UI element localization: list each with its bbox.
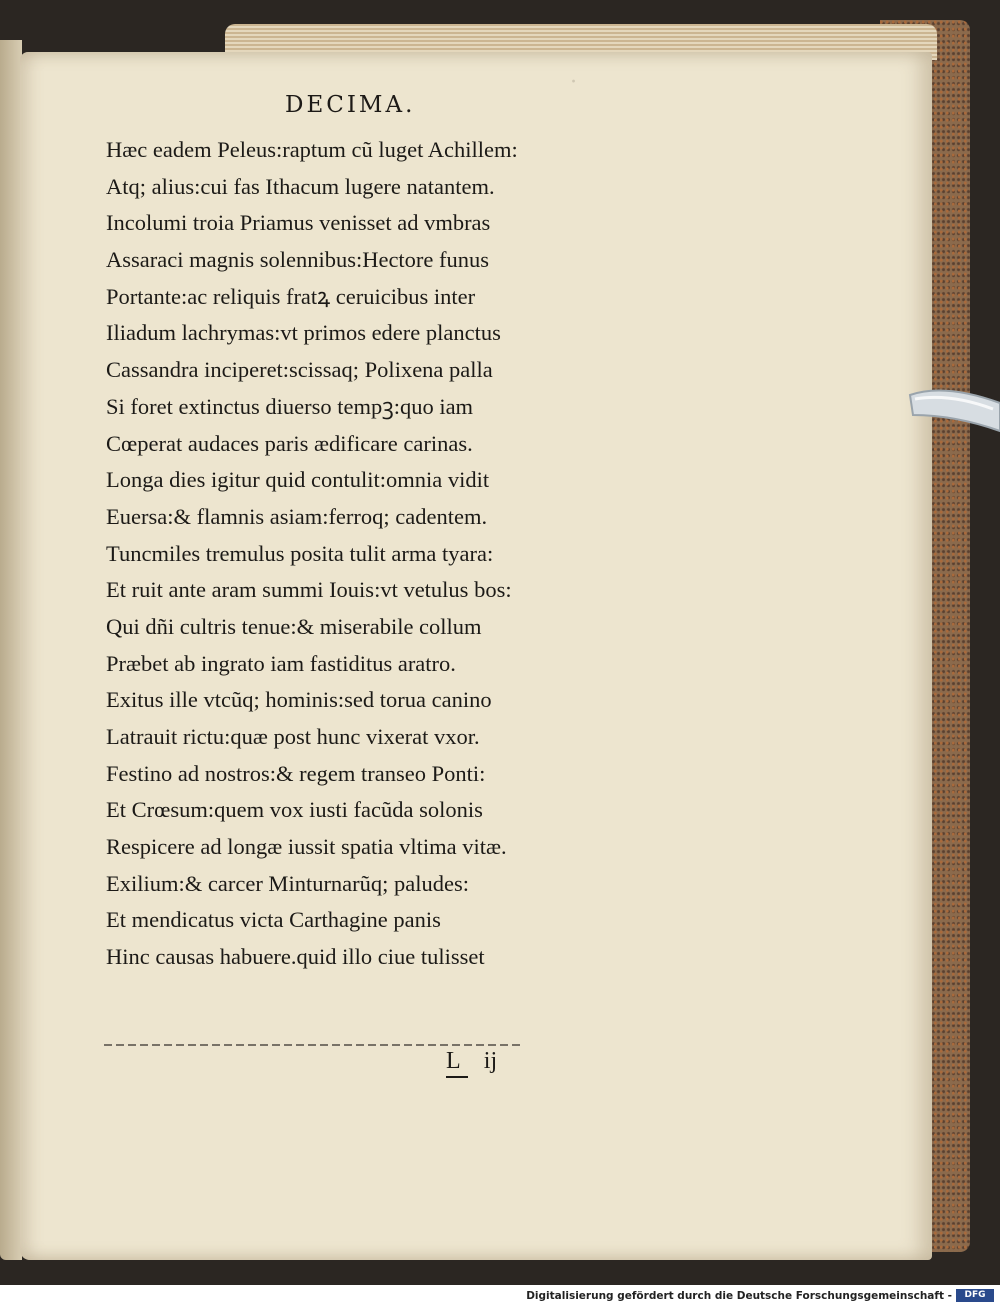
verse-line: Præbet ab ingrato iam fastiditus aratro. <box>106 650 456 676</box>
verse-line: Euersa:& flamnis asiam:ferroq; cadentem. <box>106 503 488 529</box>
verse-line: Et mendicatus victa Carthagine panis <box>106 907 441 933</box>
verse-line: Et ruit ante aram summi Iouis:vt vetulus bos: <box>106 577 512 603</box>
verse-line: Assaraci magnis solennibus:Hectore funus <box>106 247 490 273</box>
pen-underline <box>104 1044 524 1046</box>
verse-line: Cœperat audaces paris ædificare carinas. <box>106 430 473 456</box>
verse-line: Portante:ac reliquis fratꝝ ceruicibus inter <box>106 283 476 309</box>
verse-line: Festino ad nostros:& regem transeo Ponti: <box>106 760 486 786</box>
verse-line: Exilium:& carcer Minturnarũq; paludes: <box>106 870 470 896</box>
page-clip-icon <box>905 385 1000 437</box>
verse-line: Tuncmiles tremulus posita tulit arma tyara: <box>106 540 494 566</box>
verse-line: Longa dies igitur quid contulit:omnia vidit <box>106 467 490 493</box>
funding-credit: Digitalisierung gefördert durch die Deutsche Forschungsgemeinschaft - <box>526 1290 952 1302</box>
verse-line: Atq; alius:cui fas Ithacum lugere natantem. <box>106 173 495 199</box>
verse-line: Hinc causas habuere.quid illo ciue tulisset <box>106 944 485 970</box>
verse-line: Respicere ad longæ iussit spatia vltima vitæ. <box>106 834 507 860</box>
signature-mark: L ij <box>446 1048 498 1074</box>
verse-line: Iliadum lachrymas:vt primos edere planctus <box>106 320 501 346</box>
verse-line: Cassandra inciperet:scissaq; Polixena palla <box>106 357 493 383</box>
verse-line: Hæc eadem Peleus:raptum cũ luget Achillem: <box>106 137 518 162</box>
verse-line: Incolumi troia Priamus venisset ad vmbras <box>106 210 491 236</box>
verse-line: Exitus ille vtcũq; hominis:sed torua canino <box>106 687 492 713</box>
left-page-edge <box>0 40 22 1260</box>
verse-line: Si foret extinctus diuerso tempꝫ:quo iam <box>106 393 474 419</box>
verse-line: Latrauit rictu:quæ post hunc vixerat vxor. <box>106 724 480 749</box>
verse-line: Et Crœsum:quem vox iusti facũda solonis <box>106 797 483 823</box>
dfg-logo: DFG <box>956 1289 994 1302</box>
page-header: DECIMA. <box>285 92 416 118</box>
verse-list <box>106 132 576 976</box>
verse-line: Qui dñi cultris tenue:& miserabile collum <box>106 613 482 639</box>
signature-underline <box>446 1076 468 1078</box>
